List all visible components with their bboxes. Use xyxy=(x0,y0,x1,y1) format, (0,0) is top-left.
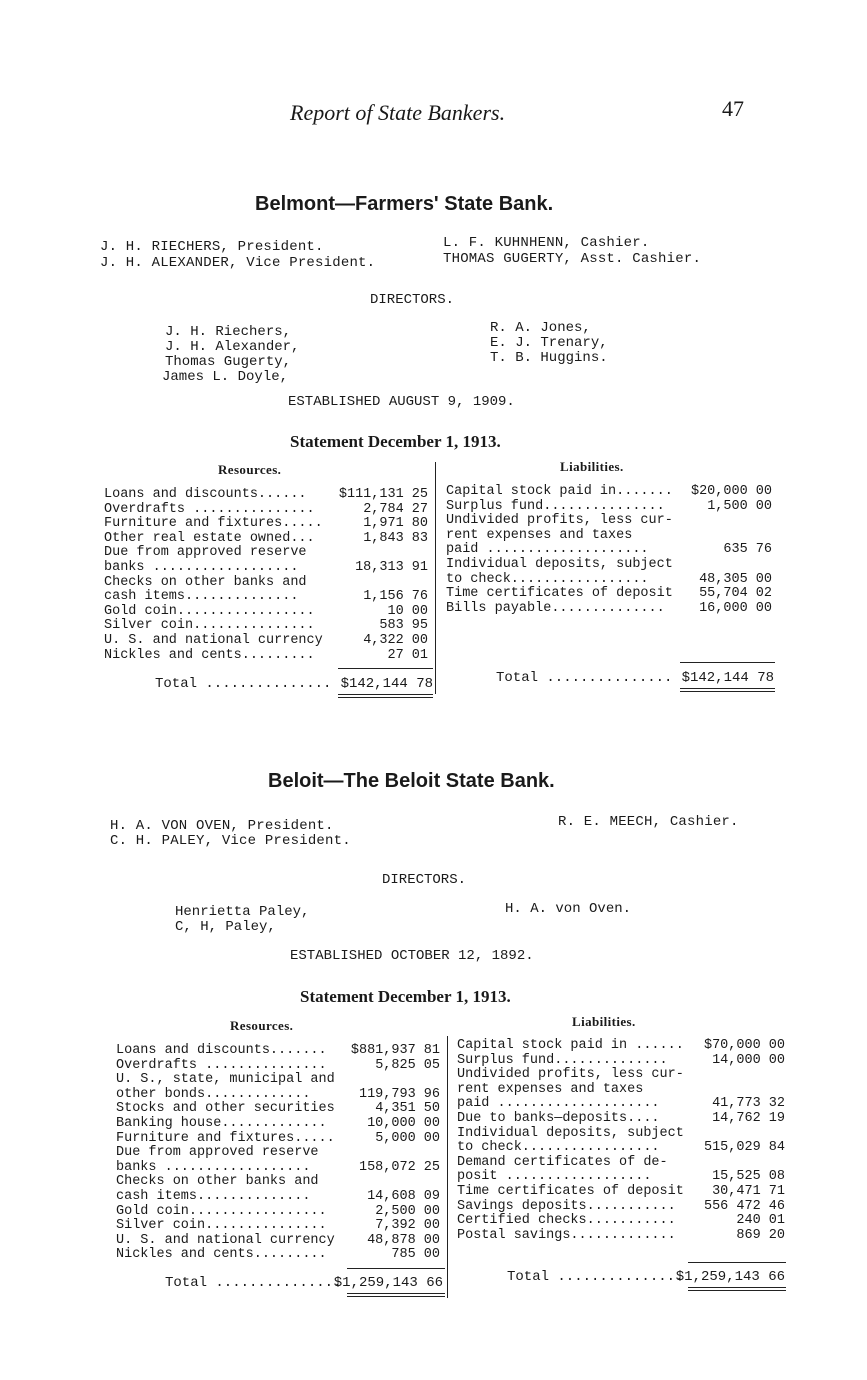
ledger-row xyxy=(104,560,432,575)
ledger-row xyxy=(457,1199,787,1214)
ledger-amount: 10,000 00 xyxy=(367,1116,440,1131)
page-number: 47 xyxy=(722,96,744,121)
ledger-row xyxy=(457,1096,787,1111)
director-name: Thomas Gugerty, xyxy=(165,354,292,370)
ledger-amount: 48,305 00 xyxy=(699,571,772,587)
resources-heading: Resources. xyxy=(218,462,282,477)
ledger-row xyxy=(446,528,774,543)
ledger-row xyxy=(116,1189,444,1204)
ledger-row xyxy=(116,1218,444,1233)
subtotal-rule xyxy=(688,1262,786,1263)
ledger-row xyxy=(104,545,432,560)
ledger-label: Time certificates of deposit xyxy=(446,586,673,602)
ledger-row xyxy=(457,1067,787,1082)
running-title: Report of State Bankers. xyxy=(290,100,506,125)
total-label: Total ............... xyxy=(507,1269,684,1285)
ledger-label: Nickles and cents......... xyxy=(116,1247,327,1263)
ledger-label: Other real estate owned... xyxy=(104,530,315,546)
ledger-label: Furniture and fixtures..... xyxy=(104,516,323,532)
ledger-label: Gold coin................. xyxy=(104,603,315,619)
ledger-row xyxy=(446,542,774,557)
ledger-row xyxy=(446,601,774,616)
ledger-label: cash items.............. xyxy=(104,589,299,605)
ledger-label: Certified checks........... xyxy=(457,1213,676,1229)
total-double-rule xyxy=(680,688,775,692)
ledger-label: U. S., state, municipal and xyxy=(116,1072,335,1088)
ledger-label: other bonds............. xyxy=(116,1086,311,1102)
subtotal-rule xyxy=(680,662,775,663)
ledger-row xyxy=(104,516,432,531)
ledger-amount: 1,971 80 xyxy=(363,516,428,532)
ledger-row xyxy=(104,502,432,517)
ledger-amount: 1,843 83 xyxy=(363,530,428,546)
ledger-row xyxy=(457,1155,787,1170)
ledger-amount: $881,937 81 xyxy=(350,1043,440,1058)
ledger-row xyxy=(457,1140,787,1155)
ledger-label: Individual deposits, subject xyxy=(446,557,673,572)
ledger-label: banks .................. xyxy=(104,560,299,575)
director-name: J. H. Alexander, xyxy=(165,339,300,355)
ledger-amount: 119,793 96 xyxy=(358,1086,440,1102)
total-double-rule xyxy=(688,1287,786,1291)
ledger-amount: 4,351 50 xyxy=(375,1101,440,1117)
ledger-amount: 5,000 00 xyxy=(375,1130,440,1146)
officer-president: J. H. RIECHERS, President. xyxy=(100,239,324,255)
officer-vice-president: C. H. PALEY, Vice President. xyxy=(110,833,351,849)
ledger-amount: 4,322 00 xyxy=(363,633,428,648)
ledger-label: Due from approved reserve xyxy=(116,1145,319,1161)
ledger-row xyxy=(457,1228,787,1243)
ledger-amount: 27 01 xyxy=(387,647,428,663)
ledger-amount: 2,500 00 xyxy=(375,1203,440,1219)
ledger-row xyxy=(104,487,432,502)
ledger-label: Undivided profits, less cur- xyxy=(457,1067,684,1083)
ledger-amount: $20,000 00 xyxy=(690,484,772,499)
ledger-row xyxy=(104,575,432,590)
director-name: E. J. Trenary, xyxy=(490,335,608,351)
ledger-amount: 55,704 02 xyxy=(699,586,772,602)
director-name: H. A. von Oven. xyxy=(505,901,632,917)
director-name: Henrietta Paley, xyxy=(175,904,310,920)
ledger-amount: 556 472 46 xyxy=(703,1198,785,1214)
ledger-label: Loans and discounts...... xyxy=(104,487,307,502)
ledger-label: Banking house............. xyxy=(116,1116,327,1131)
ledger-label: Demand certificates of de- xyxy=(457,1154,668,1170)
ledger-label: U. S. and national currency xyxy=(116,1232,335,1248)
ledger-row xyxy=(104,618,432,633)
ledger-row xyxy=(457,1111,787,1126)
ledger-amount: 1,500 00 xyxy=(707,498,772,514)
ledger-label: Overdrafts ............... xyxy=(104,501,315,517)
ledger-label: to check................. xyxy=(457,1140,660,1156)
liabilities-total-row xyxy=(496,670,776,688)
ledger-amount: 7,392 00 xyxy=(375,1218,440,1234)
total-amount: $1,259,143 66 xyxy=(675,1269,785,1285)
statement-title: Statement December 1, 1913. xyxy=(300,987,511,1006)
ledger-label: Nickles and cents......... xyxy=(104,647,315,663)
director-name: J. H. Riechers, xyxy=(165,324,292,340)
ledger-row xyxy=(104,604,432,619)
total-label: Total ............... xyxy=(155,676,332,692)
ledger-label: posit .................. xyxy=(457,1169,652,1185)
ledger-label: paid .................... xyxy=(446,542,649,558)
officer-assistant-cashier: THOMAS GUGERTY, Asst. Cashier. xyxy=(443,251,702,267)
ledger-label: Silver coin............... xyxy=(104,618,315,634)
ledger-label: banks .................. xyxy=(116,1159,311,1175)
ledger-label: Overdrafts ............... xyxy=(116,1057,327,1073)
director-name: R. A. Jones, xyxy=(490,320,591,336)
column-divider xyxy=(447,1036,448,1298)
established-date: ESTABLISHED AUGUST 9, 1909. xyxy=(288,394,515,410)
ledger-row xyxy=(457,1053,787,1068)
ledger-label: Gold coin................. xyxy=(116,1203,327,1219)
total-amount: $142,144 78 xyxy=(340,676,433,692)
ledger-row xyxy=(116,1247,444,1262)
ledger-label: Bills payable.............. xyxy=(446,600,665,616)
ledger-row xyxy=(116,1072,444,1087)
ledger-amount: 5,825 05 xyxy=(375,1057,440,1073)
ledger-label: Time certificates of deposit xyxy=(457,1184,684,1199)
ledger-label: Stocks and other securities xyxy=(116,1101,335,1117)
ledger-row xyxy=(457,1082,787,1097)
ledger-row xyxy=(116,1087,444,1102)
total-double-rule xyxy=(338,694,433,698)
total-label: Total ............... xyxy=(496,670,673,686)
ledger-amount: 14,000 00 xyxy=(712,1052,785,1068)
ledger-label: Furniture and fixtures..... xyxy=(116,1130,335,1146)
ledger-row xyxy=(446,513,774,528)
ledger-row xyxy=(116,1131,444,1146)
ledger-amount: 41,773 32 xyxy=(712,1096,785,1112)
ledger-row xyxy=(457,1038,787,1053)
ledger-label: Surplus fund............... xyxy=(446,498,665,514)
ledger-amount: 14,762 19 xyxy=(712,1111,785,1126)
ledger-row xyxy=(457,1169,787,1184)
established-date: ESTABLISHED OCTOBER 12, 1892. xyxy=(290,948,534,964)
ledger-amount: 2,784 27 xyxy=(363,501,428,517)
ledger-label: Capital stock paid in....... xyxy=(446,484,673,499)
ledger-amount: 15,525 08 xyxy=(712,1169,785,1185)
officer-vice-president: J. H. ALEXANDER, Vice President. xyxy=(100,255,376,271)
ledger-row xyxy=(116,1174,444,1189)
ledger-amount: 10 00 xyxy=(387,603,428,619)
column-divider xyxy=(435,462,436,694)
director-name: James L. Doyle, xyxy=(162,369,289,385)
ledger-amount: 158,072 25 xyxy=(358,1159,440,1175)
ledger-row xyxy=(446,557,774,572)
director-name: C, H, Paley, xyxy=(175,919,276,935)
ledger-label: Individual deposits, subject xyxy=(457,1125,684,1141)
ledger-amount: 869 20 xyxy=(736,1227,785,1243)
ledger-label: Due to banks—deposits.... xyxy=(457,1111,660,1126)
total-amount: $142,144 78 xyxy=(681,670,774,686)
ledger-row xyxy=(446,572,774,587)
liabilities-total-row xyxy=(507,1269,787,1287)
ledger-label: Postal savings............. xyxy=(457,1227,676,1243)
ledger-label: cash items.............. xyxy=(116,1189,311,1204)
ledger-amount: 785 00 xyxy=(391,1247,440,1263)
running-header xyxy=(0,96,867,130)
ledger-row xyxy=(104,633,432,648)
ledger-label: Silver coin............... xyxy=(116,1218,327,1234)
ledger-label: Checks on other banks and xyxy=(116,1174,319,1190)
total-amount: $1,259,143 66 xyxy=(333,1275,443,1291)
ledger-label: rent expenses and taxes xyxy=(457,1081,644,1097)
ledger-row xyxy=(446,484,774,499)
ledger-amount: 48,878 00 xyxy=(367,1232,440,1248)
total-label: Total ............... xyxy=(165,1275,342,1291)
directors-heading: DIRECTORS. xyxy=(370,292,455,308)
total-double-rule xyxy=(347,1293,445,1297)
ledger-label: rent expenses and taxes xyxy=(446,527,633,543)
ledger-amount: 16,000 00 xyxy=(699,600,772,616)
ledger-amount: 583 95 xyxy=(379,618,428,634)
ledger-label: Surplus fund.............. xyxy=(457,1052,668,1068)
ledger-amount: 18,313 91 xyxy=(355,560,428,575)
resources-heading: Resources. xyxy=(230,1018,294,1033)
ledger-amount: 240 01 xyxy=(736,1213,785,1229)
ledger-amount: 635 76 xyxy=(723,542,772,558)
ledger-label: Capital stock paid in ...... xyxy=(457,1038,684,1053)
ledger-label: Checks on other banks and xyxy=(104,574,307,590)
liabilities-heading: Liabilities. xyxy=(572,1014,636,1029)
resources-total-row xyxy=(155,676,435,694)
ledger-amount: 1,156 76 xyxy=(363,589,428,605)
ledger-amount: $111,131 25 xyxy=(338,487,428,502)
officer-cashier: R. E. MEECH, Cashier. xyxy=(558,814,739,830)
ledger-row xyxy=(104,589,432,604)
ledger-row xyxy=(116,1116,444,1131)
director-name: T. B. Huggins. xyxy=(490,350,608,366)
ledger-label: Undivided profits, less cur- xyxy=(446,513,673,529)
ledger-row xyxy=(457,1126,787,1141)
ledger-row xyxy=(446,586,774,601)
subtotal-rule xyxy=(347,1268,445,1269)
ledger-amount: $70,000 00 xyxy=(703,1038,785,1053)
ledger-label: Due from approved reserve xyxy=(104,545,307,561)
ledger-row xyxy=(104,531,432,546)
ledger-label: Savings deposits........... xyxy=(457,1198,676,1214)
ledger-label: to check................. xyxy=(446,571,649,587)
ledger-amount: 515,029 84 xyxy=(703,1140,785,1156)
resources-total-row xyxy=(165,1275,445,1293)
ledger-row xyxy=(116,1101,444,1116)
liabilities-heading: Liabilities. xyxy=(560,459,624,474)
officer-cashier: L. F. KUHNHENN, Cashier. xyxy=(443,235,650,251)
ledger-amount: 14,608 09 xyxy=(367,1189,440,1204)
ledger-label: paid .................... xyxy=(457,1096,660,1112)
ledger-row xyxy=(457,1184,787,1199)
ledger-row xyxy=(116,1145,444,1160)
officer-president: H. A. VON OVEN, President. xyxy=(110,818,334,834)
directors-heading: DIRECTORS. xyxy=(382,872,467,888)
ledger-label: U. S. and national currency xyxy=(104,633,323,648)
statement-title: Statement December 1, 1913. xyxy=(290,432,501,451)
ledger-label: Loans and discounts....... xyxy=(116,1043,327,1058)
ledger-row xyxy=(446,499,774,514)
ledger-row xyxy=(116,1043,444,1058)
ledger-row xyxy=(116,1058,444,1073)
bank-title: Belmont—Farmers' State Bank. xyxy=(255,193,554,215)
bank-title: Beloit—The Beloit State Bank. xyxy=(268,770,555,792)
ledger-row xyxy=(116,1204,444,1219)
ledger-row xyxy=(457,1213,787,1228)
subtotal-rule xyxy=(338,668,433,669)
ledger-row xyxy=(116,1160,444,1175)
ledger-amount: 30,471 71 xyxy=(712,1184,785,1199)
ledger-row xyxy=(116,1233,444,1248)
ledger-row xyxy=(104,648,432,663)
